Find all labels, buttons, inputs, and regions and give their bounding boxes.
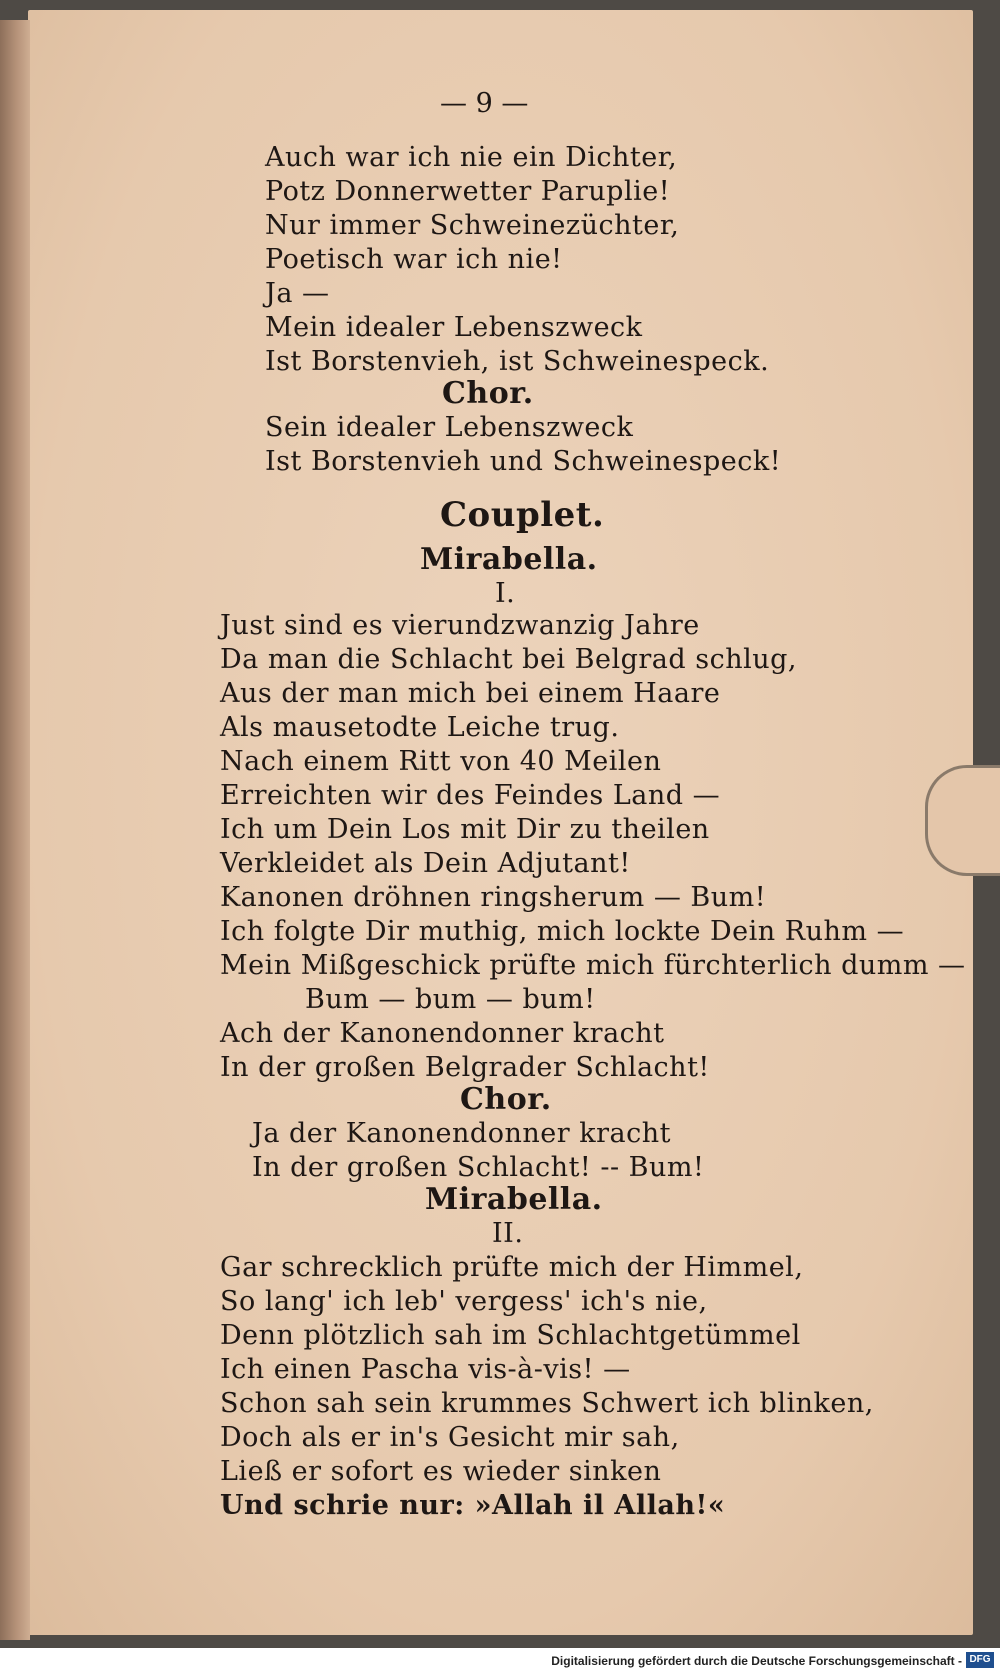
dfg-logo-icon: DFG: [966, 1652, 994, 1668]
stanza-number: I.: [495, 578, 516, 609]
verse-line: Nur immer Schweinezüchter,: [265, 210, 680, 241]
verse-line: Ja der Kanonendonner kracht: [252, 1118, 671, 1149]
verse-line: Potz Donnerwetter Paruplie!: [265, 176, 671, 207]
verse-line: Ja —: [265, 278, 330, 309]
speaker-heading: Mirabella.: [420, 542, 598, 577]
verse-line: Bum — bum — bum!: [305, 984, 596, 1015]
verse-line: Gar schrecklich prüfte mich der Himmel,: [220, 1252, 804, 1283]
verse-line: Da man die Schlacht bei Belgrad schlug,: [220, 644, 798, 675]
verse-line: Sein idealer Lebenszweck: [265, 412, 634, 443]
digitization-credit: Digitalisierung gefördert durch die Deutsche Forschungsgemeinschaft -: [551, 1654, 962, 1668]
book-spine: [0, 20, 30, 1640]
verse-line: Als mausetodte Leiche trug.: [220, 712, 620, 743]
verse-line: Just sind es vierundzwanzig Jahre: [220, 610, 700, 641]
verse-line: Ließ er sofort es wieder sinken: [220, 1456, 662, 1487]
chorus-heading: Chor.: [460, 1082, 552, 1117]
stanza-number: II.: [492, 1218, 524, 1249]
page-number: — 9 —: [440, 88, 529, 119]
verse-line: Ach der Kanonendonner kracht: [220, 1018, 665, 1049]
verse-line: In der großen Belgrader Schlacht!: [220, 1052, 710, 1083]
verse-line: Ist Borstenvieh und Schweinespeck!: [265, 446, 782, 477]
page-clip: [925, 765, 1000, 876]
verse-line: Erreichten wir des Feindes Land —: [220, 780, 721, 811]
verse-line: Aus der man mich bei einem Haare: [220, 678, 721, 709]
verse-line: Nach einem Ritt von 40 Meilen: [220, 746, 662, 777]
verse-line: So lang' ich leb' vergess' ich's nie,: [220, 1286, 708, 1317]
verse-line: Doch als er in's Gesicht mir sah,: [220, 1422, 680, 1453]
verse-line: Ich um Dein Los mit Dir zu theilen: [220, 814, 710, 845]
verse-line: Ich folgte Dir muthig, mich lockte Dein Ruhm —: [220, 916, 905, 947]
verse-line: Und schrie nur: »Allah il Allah!«: [220, 1490, 726, 1521]
verse-line: Ist Borstenvieh, ist Schweinespeck.: [265, 346, 770, 377]
verse-line: Poetisch war ich nie!: [265, 244, 563, 275]
speaker-heading: Mirabella.: [425, 1182, 603, 1217]
verse-line: Auch war ich nie ein Dichter,: [265, 142, 678, 173]
chorus-heading: Chor.: [442, 376, 534, 411]
verse-line: Denn plötzlich sah im Schlachtgetümmel: [220, 1320, 801, 1351]
verse-line: Verkleidet als Dein Adjutant!: [220, 848, 631, 879]
verse-line: In der großen Schlacht! -- Bum!: [252, 1152, 705, 1183]
verse-line: Ich einen Pascha vis-à-vis! —: [220, 1354, 631, 1385]
verse-line: Schon sah sein krummes Schwert ich blinken,: [220, 1388, 874, 1419]
verse-line: Mein Mißgeschick prüfte mich fürchterlich dumm —: [220, 950, 966, 981]
section-title: Couplet.: [440, 495, 605, 535]
verse-line: Mein idealer Lebenszweck: [265, 312, 643, 343]
verse-line: Kanonen dröhnen ringsherum — Bum!: [220, 882, 767, 913]
